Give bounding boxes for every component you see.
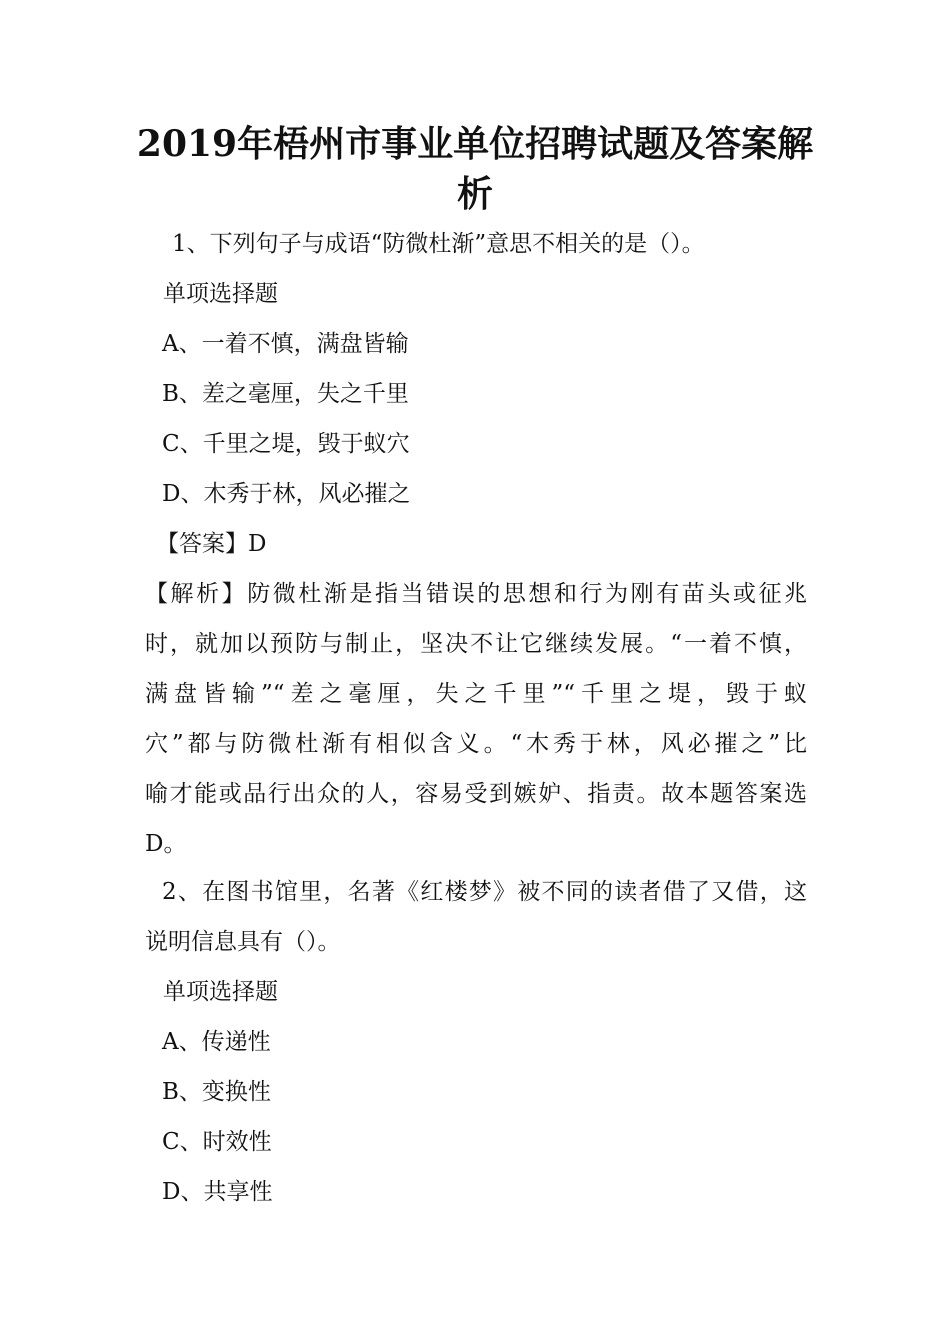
question-2-option-c: C、时效性 [162,1129,272,1155]
question-1-option-a: A、一着不慎，满盘皆输 [162,331,409,357]
question-2-option-d: D、共享性 [162,1179,273,1205]
question-1-analysis-line: D。 [145,831,187,857]
question-1-option-c: C、千里之堤，毁于蚁穴 [162,431,410,457]
question-1-analysis-line: 喻才能或品行出众的人，容易受到嫉妒、指责。故本题答案选 [145,781,807,807]
question-2-stem-line: 2、在图书馆里，名著《红楼梦》被不同的读者借了又借，这 [162,879,807,905]
question-1-option-d: D、木秀于林，风必摧之 [162,481,411,507]
question-1-type: 单项选择题 [163,281,278,307]
question-1-analysis-line: 【解析】防微杜渐是指当错误的思想和行为刚有苗头或征兆 [145,581,807,607]
question-1-answer: 【答案】D [156,531,267,557]
document-title-line-2: 析 [456,173,493,215]
question-1-stem: 1、下列句子与成语“防微杜渐”意思不相关的是（）。 [172,231,705,257]
question-1-analysis-line: 满盘皆输”“差之毫厘，失之千里”“千里之堤，毁于蚁 [145,681,807,707]
question-1-analysis-line: 穴”都与防微杜渐有相似含义。“木秀于林，风必摧之”比 [145,731,807,757]
document-title-line-1: 2019年梧州市事业单位招聘试题及答案解 [136,123,814,165]
question-1-option-b: B、差之毫厘，失之千里 [162,381,409,407]
question-2-type: 单项选择题 [163,979,278,1005]
question-2-option-b: B、变换性 [162,1079,271,1105]
question-2-option-a: A、传递性 [162,1029,271,1055]
question-1-analysis-line: 时，就加以预防与制止，坚决不让它继续发展。“一着不慎， [145,631,807,657]
question-2-stem-line: 说明信息具有（）。 [145,929,341,955]
